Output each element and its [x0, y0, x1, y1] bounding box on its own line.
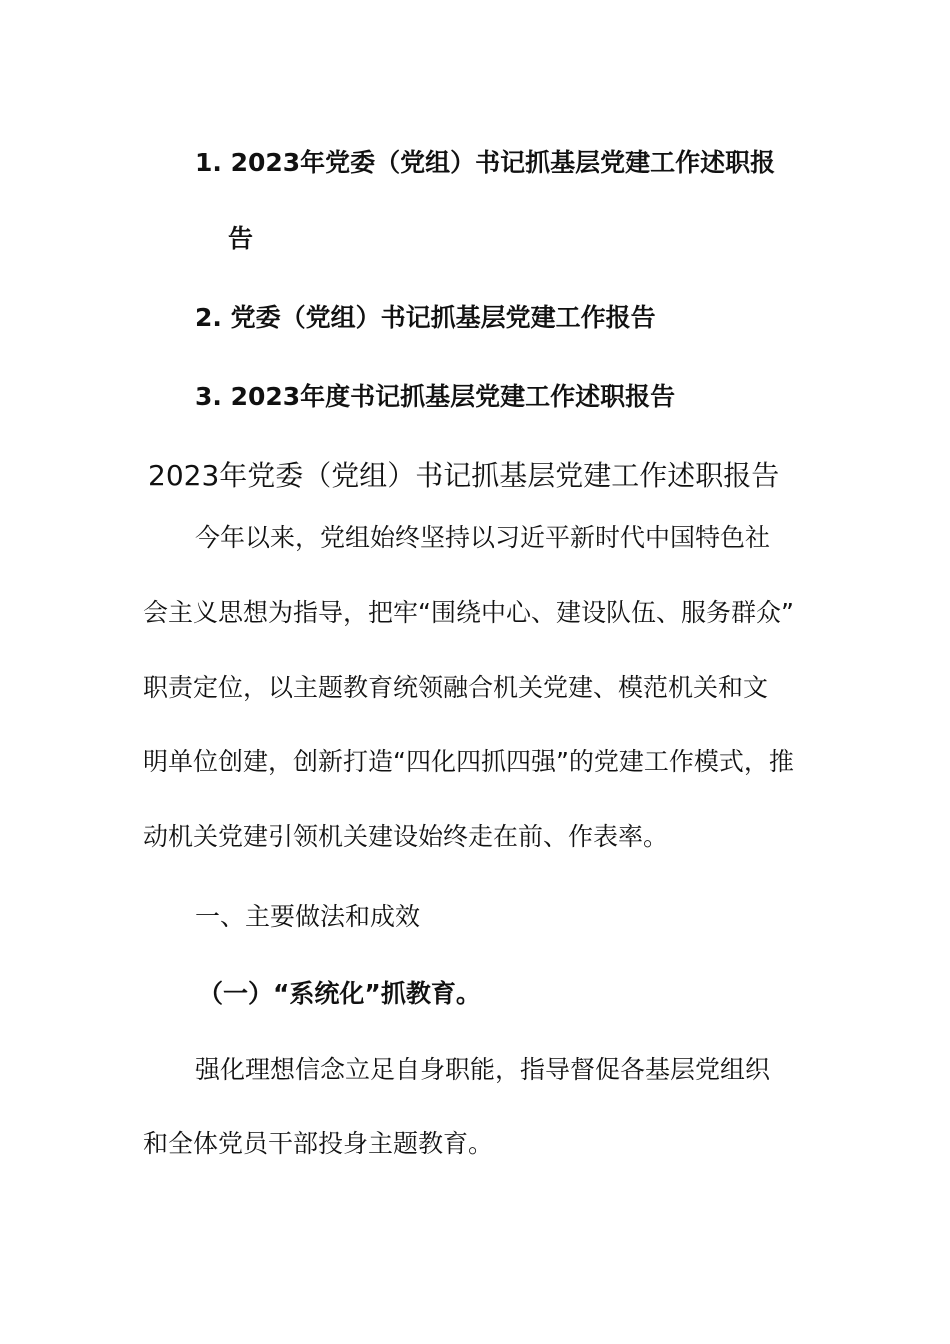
- intro-line-5: 动机关党建引领机关建设始终走在前、作表率。: [143, 822, 669, 851]
- document-title: 2023年党委（党组）书记抓基层党建工作述职报告: [148, 459, 780, 492]
- section-1-heading: 一、主要做法和成效: [195, 902, 421, 931]
- intro-line-3: 职责定位，以主题教育统领融合机关党建、模范机关和文: [143, 673, 769, 702]
- toc-item-3: 3. 2023年度书记抓基层党建工作述职报告: [195, 382, 676, 411]
- subsection-1-line-2: 和全体党员干部投身主题教育。: [143, 1129, 494, 1158]
- intro-line-1: 今年以来，党组始终坚持以习近平新时代中国特色社: [195, 523, 771, 552]
- intro-line-2: 会主义思想为指导，把牢“围绕中心、建设队伍、服务群众”: [143, 598, 794, 627]
- intro-line-4: 明单位创建，创新打造“四化四抓四强”的党建工作模式，推: [143, 747, 794, 776]
- toc-item-1-line-1: 1. 2023年党委（党组）书记抓基层党建工作述职报: [195, 148, 776, 177]
- toc-item-2: 2. 党委（党组）书记抓基层党建工作报告: [195, 303, 656, 332]
- subsection-1-heading: （一）“系统化”抓教育。: [198, 979, 481, 1008]
- toc-item-1-line-2: 告: [228, 224, 254, 253]
- subsection-1-line-1: 强化理想信念立足自身职能，指导督促各基层党组织: [195, 1055, 771, 1084]
